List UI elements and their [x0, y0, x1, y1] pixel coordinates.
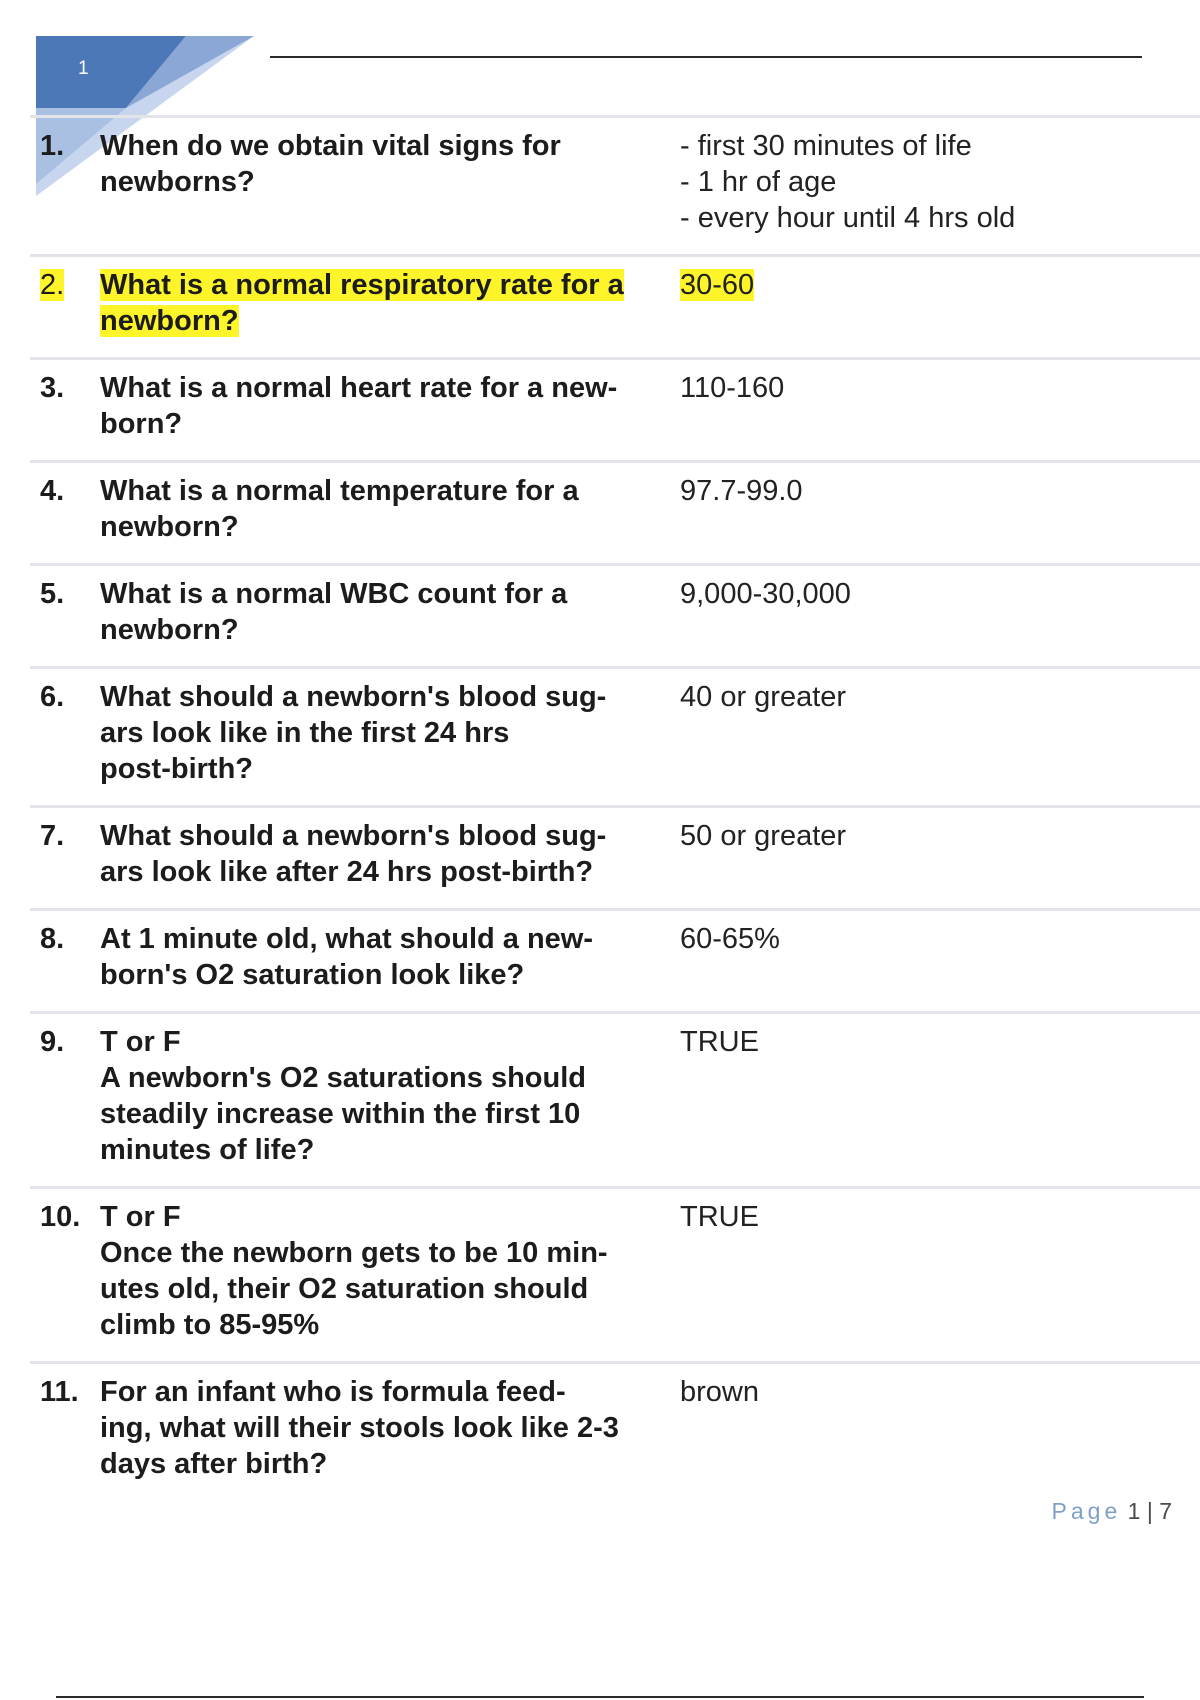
question-text: What is a normal heart rate for a new- born? — [100, 372, 618, 440]
page-word: Page — [1051, 1498, 1122, 1524]
question-text: When do we obtain vital signs for newborns? — [100, 130, 561, 198]
answer-text: 40 or greater — [680, 681, 847, 713]
question-number: 7. — [40, 820, 65, 852]
answer-text: brown — [680, 1376, 759, 1408]
qa-row — [30, 563, 1200, 666]
header-rule — [270, 56, 1142, 58]
qa-row — [30, 460, 1200, 563]
question-text: For an infant who is formula feed- ing, what will their stools look like 2-3 days after birth? — [100, 1376, 619, 1480]
answer-text: 60-65% — [680, 923, 780, 955]
answer-text: 110-160 — [680, 372, 785, 404]
question-number: 11. — [40, 1376, 79, 1408]
question-text: T or F A newborn's O2 saturations should steadily increase within the first 10 minutes of life? — [100, 1026, 586, 1166]
qa-row — [30, 908, 1200, 1011]
page-total: 7 — [1159, 1498, 1172, 1524]
answer-text: TRUE — [680, 1201, 759, 1233]
answer-text: 30-60 — [680, 269, 755, 301]
footer-rule — [56, 1696, 1144, 1698]
qa-row — [30, 254, 1200, 357]
question-number: 8. — [40, 923, 65, 955]
question-number: 5. — [40, 578, 65, 610]
qa-row — [30, 357, 1200, 460]
qa-row — [30, 1186, 1200, 1361]
question-number: 6. — [40, 681, 65, 713]
question-number: 3. — [40, 372, 65, 404]
qa-row — [30, 805, 1200, 908]
qa-row — [30, 1011, 1200, 1186]
answer-text: 9,000-30,000 — [680, 578, 851, 610]
question-number: 10. — [40, 1201, 81, 1233]
page-current: 1 — [1127, 1498, 1141, 1524]
answer-text: TRUE — [680, 1026, 759, 1058]
question-text: What is a normal respiratory rate for a newborn? — [100, 269, 624, 337]
question-text: What is a normal temperature for a newborn? — [100, 475, 579, 543]
qa-table — [30, 115, 1200, 1500]
qa-row — [30, 666, 1200, 805]
question-text: At 1 minute old, what should a new- born's O2 saturation look like? — [100, 923, 594, 991]
question-text: T or F Once the newborn gets to be 10 min- utes old, their O2 saturation should climb to 85-95% — [100, 1201, 608, 1341]
page-separator: | — [1146, 1498, 1153, 1524]
question-text: What should a newborn's blood sug- ars look like in the first 24 hrs post-birth? — [100, 681, 607, 785]
page-indicator — [1052, 1498, 1172, 1525]
question-number: 1. — [40, 130, 65, 162]
question-text: What should a newborn's blood sug- ars look like after 24 hrs post-birth? — [100, 820, 607, 888]
header-page-number: 1 — [78, 58, 89, 79]
answer-text: 97.7-99.0 — [680, 475, 803, 507]
question-number: 4. — [40, 475, 65, 507]
answer-text: 50 or greater — [680, 820, 847, 852]
answer-text: - first 30 minutes of life - 1 hr of age - every hour until 4 hrs old — [680, 130, 1016, 234]
qa-row — [30, 115, 1200, 254]
question-text: What is a normal WBC count for a newborn? — [100, 578, 568, 646]
qa-row — [30, 1361, 1200, 1500]
question-number: 2. — [40, 269, 65, 301]
question-number: 9. — [40, 1026, 65, 1058]
